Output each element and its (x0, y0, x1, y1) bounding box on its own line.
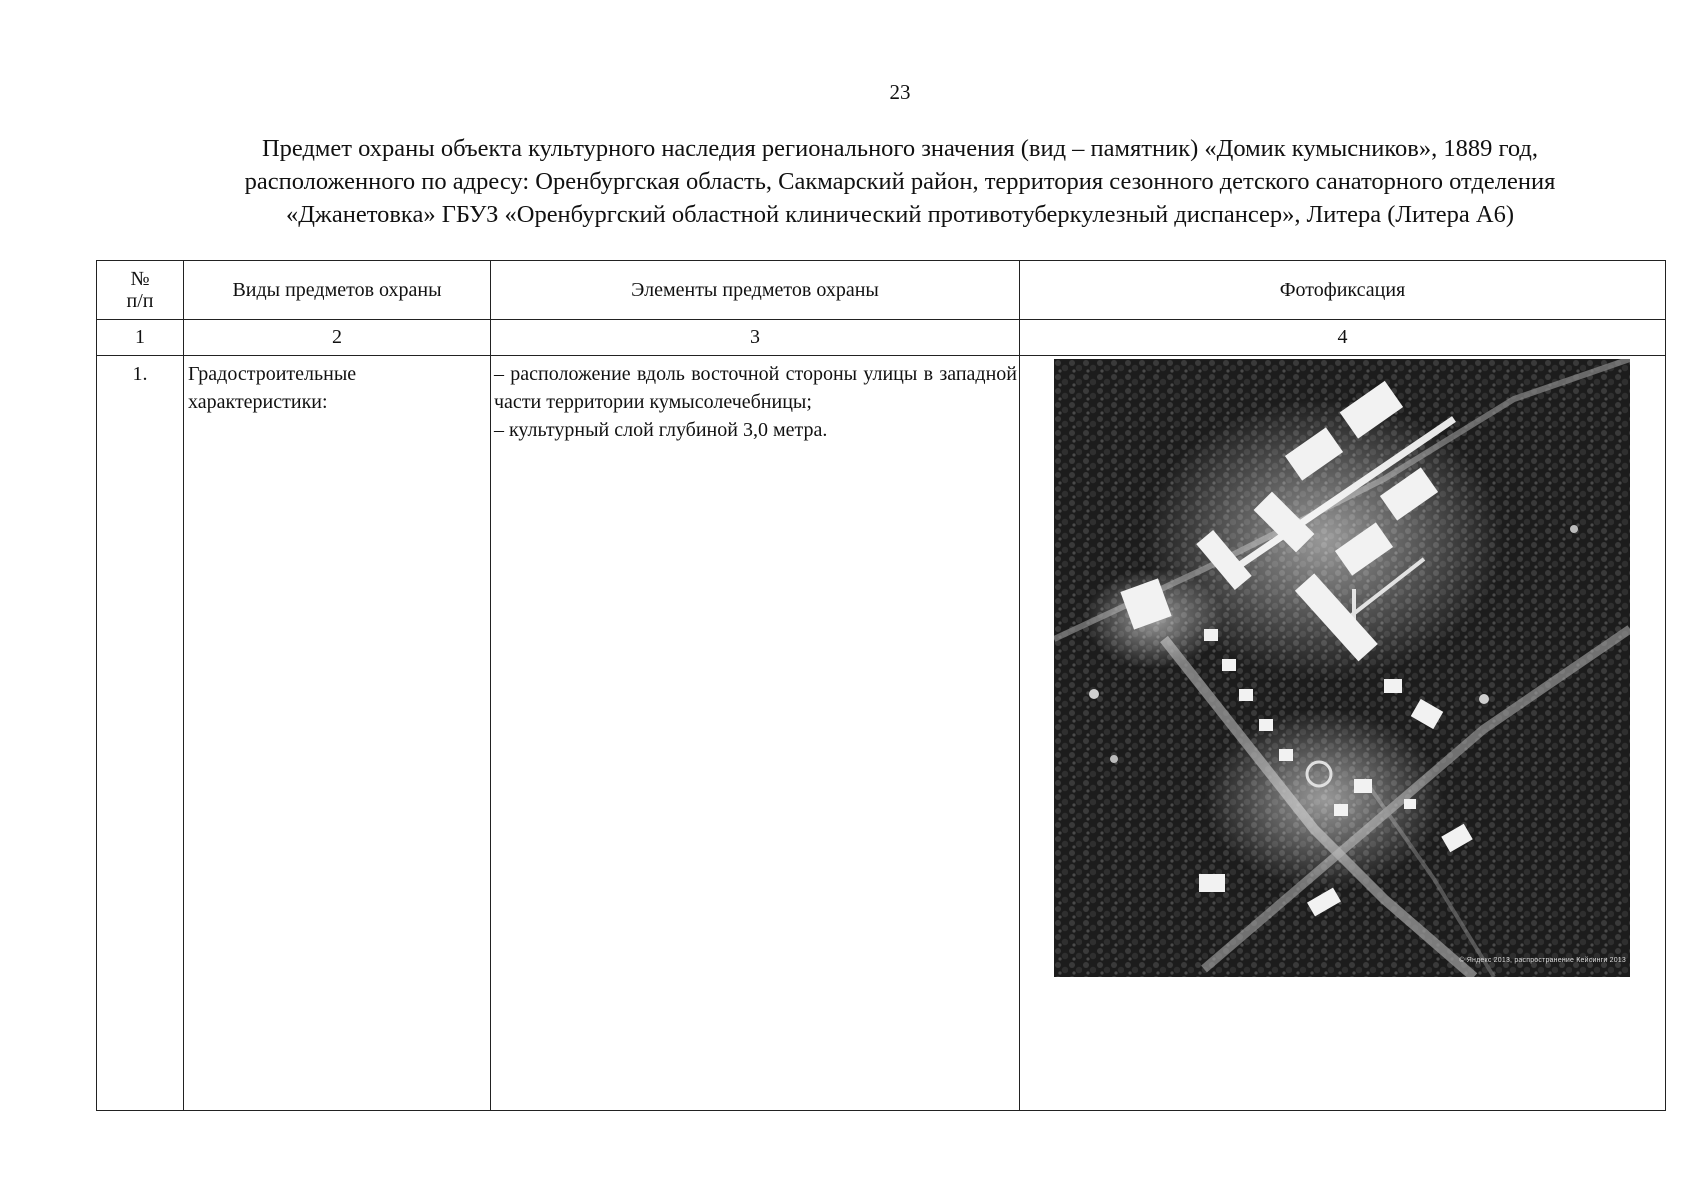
table-row (97, 356, 1666, 1111)
satellite-photo (1054, 359, 1630, 977)
title-line-1: Предмет охраны объекта культурного наследия регионального значения (вид – памятник) «Домик кумысников», 1889 год, (261, 135, 1539, 162)
header-num-line2: п/п (126, 290, 154, 312)
protection-elements-cell (491, 356, 1020, 1111)
header-num-line1: № (130, 268, 150, 290)
protection-kind-line2: характеристики: (188, 391, 328, 413)
column-number: 2 (184, 320, 491, 356)
column-number: 3 (491, 320, 1020, 356)
protection-element-item: – расположение вдоль восточной стороны улицы в западной части территории кумысолечебницы; (494, 363, 1017, 413)
document-title (70, 132, 1697, 231)
column-number: 1 (97, 320, 184, 356)
page-number: 23 (889, 80, 911, 104)
protection-element-item: – культурный слой глубиной 3,0 метра. (494, 419, 828, 441)
header-kind: Виды предметов охраны (184, 261, 491, 320)
title-line-2: расположенного по адресу: Оренбургская область, Сакмарский район, территория сезонного детского санаторного отделения (244, 168, 1556, 195)
protection-table (96, 260, 1666, 1111)
photo-copyright: © Яндекс 2013, распространение Кейсинги 2013 (1459, 957, 1626, 964)
header-elements: Элементы предметов охраны (491, 261, 1020, 320)
column-number: 4 (1020, 320, 1666, 356)
photo-cell (1020, 356, 1666, 1111)
row-number: 1. (97, 356, 184, 1111)
column-number-row (97, 320, 1666, 356)
header-row (97, 261, 1666, 320)
protection-kind-line1: Градостроительные (188, 363, 357, 385)
title-line-3: «Джанетовка» ГБУЗ «Оренбургский областной клинический противотуберкулезный диспансер», Литера (Литера А6) (285, 201, 1515, 228)
satellite-image (1054, 359, 1630, 977)
header-num (97, 261, 184, 320)
header-photo: Фотофиксация (1020, 261, 1666, 320)
protection-kind-cell (184, 356, 491, 1111)
